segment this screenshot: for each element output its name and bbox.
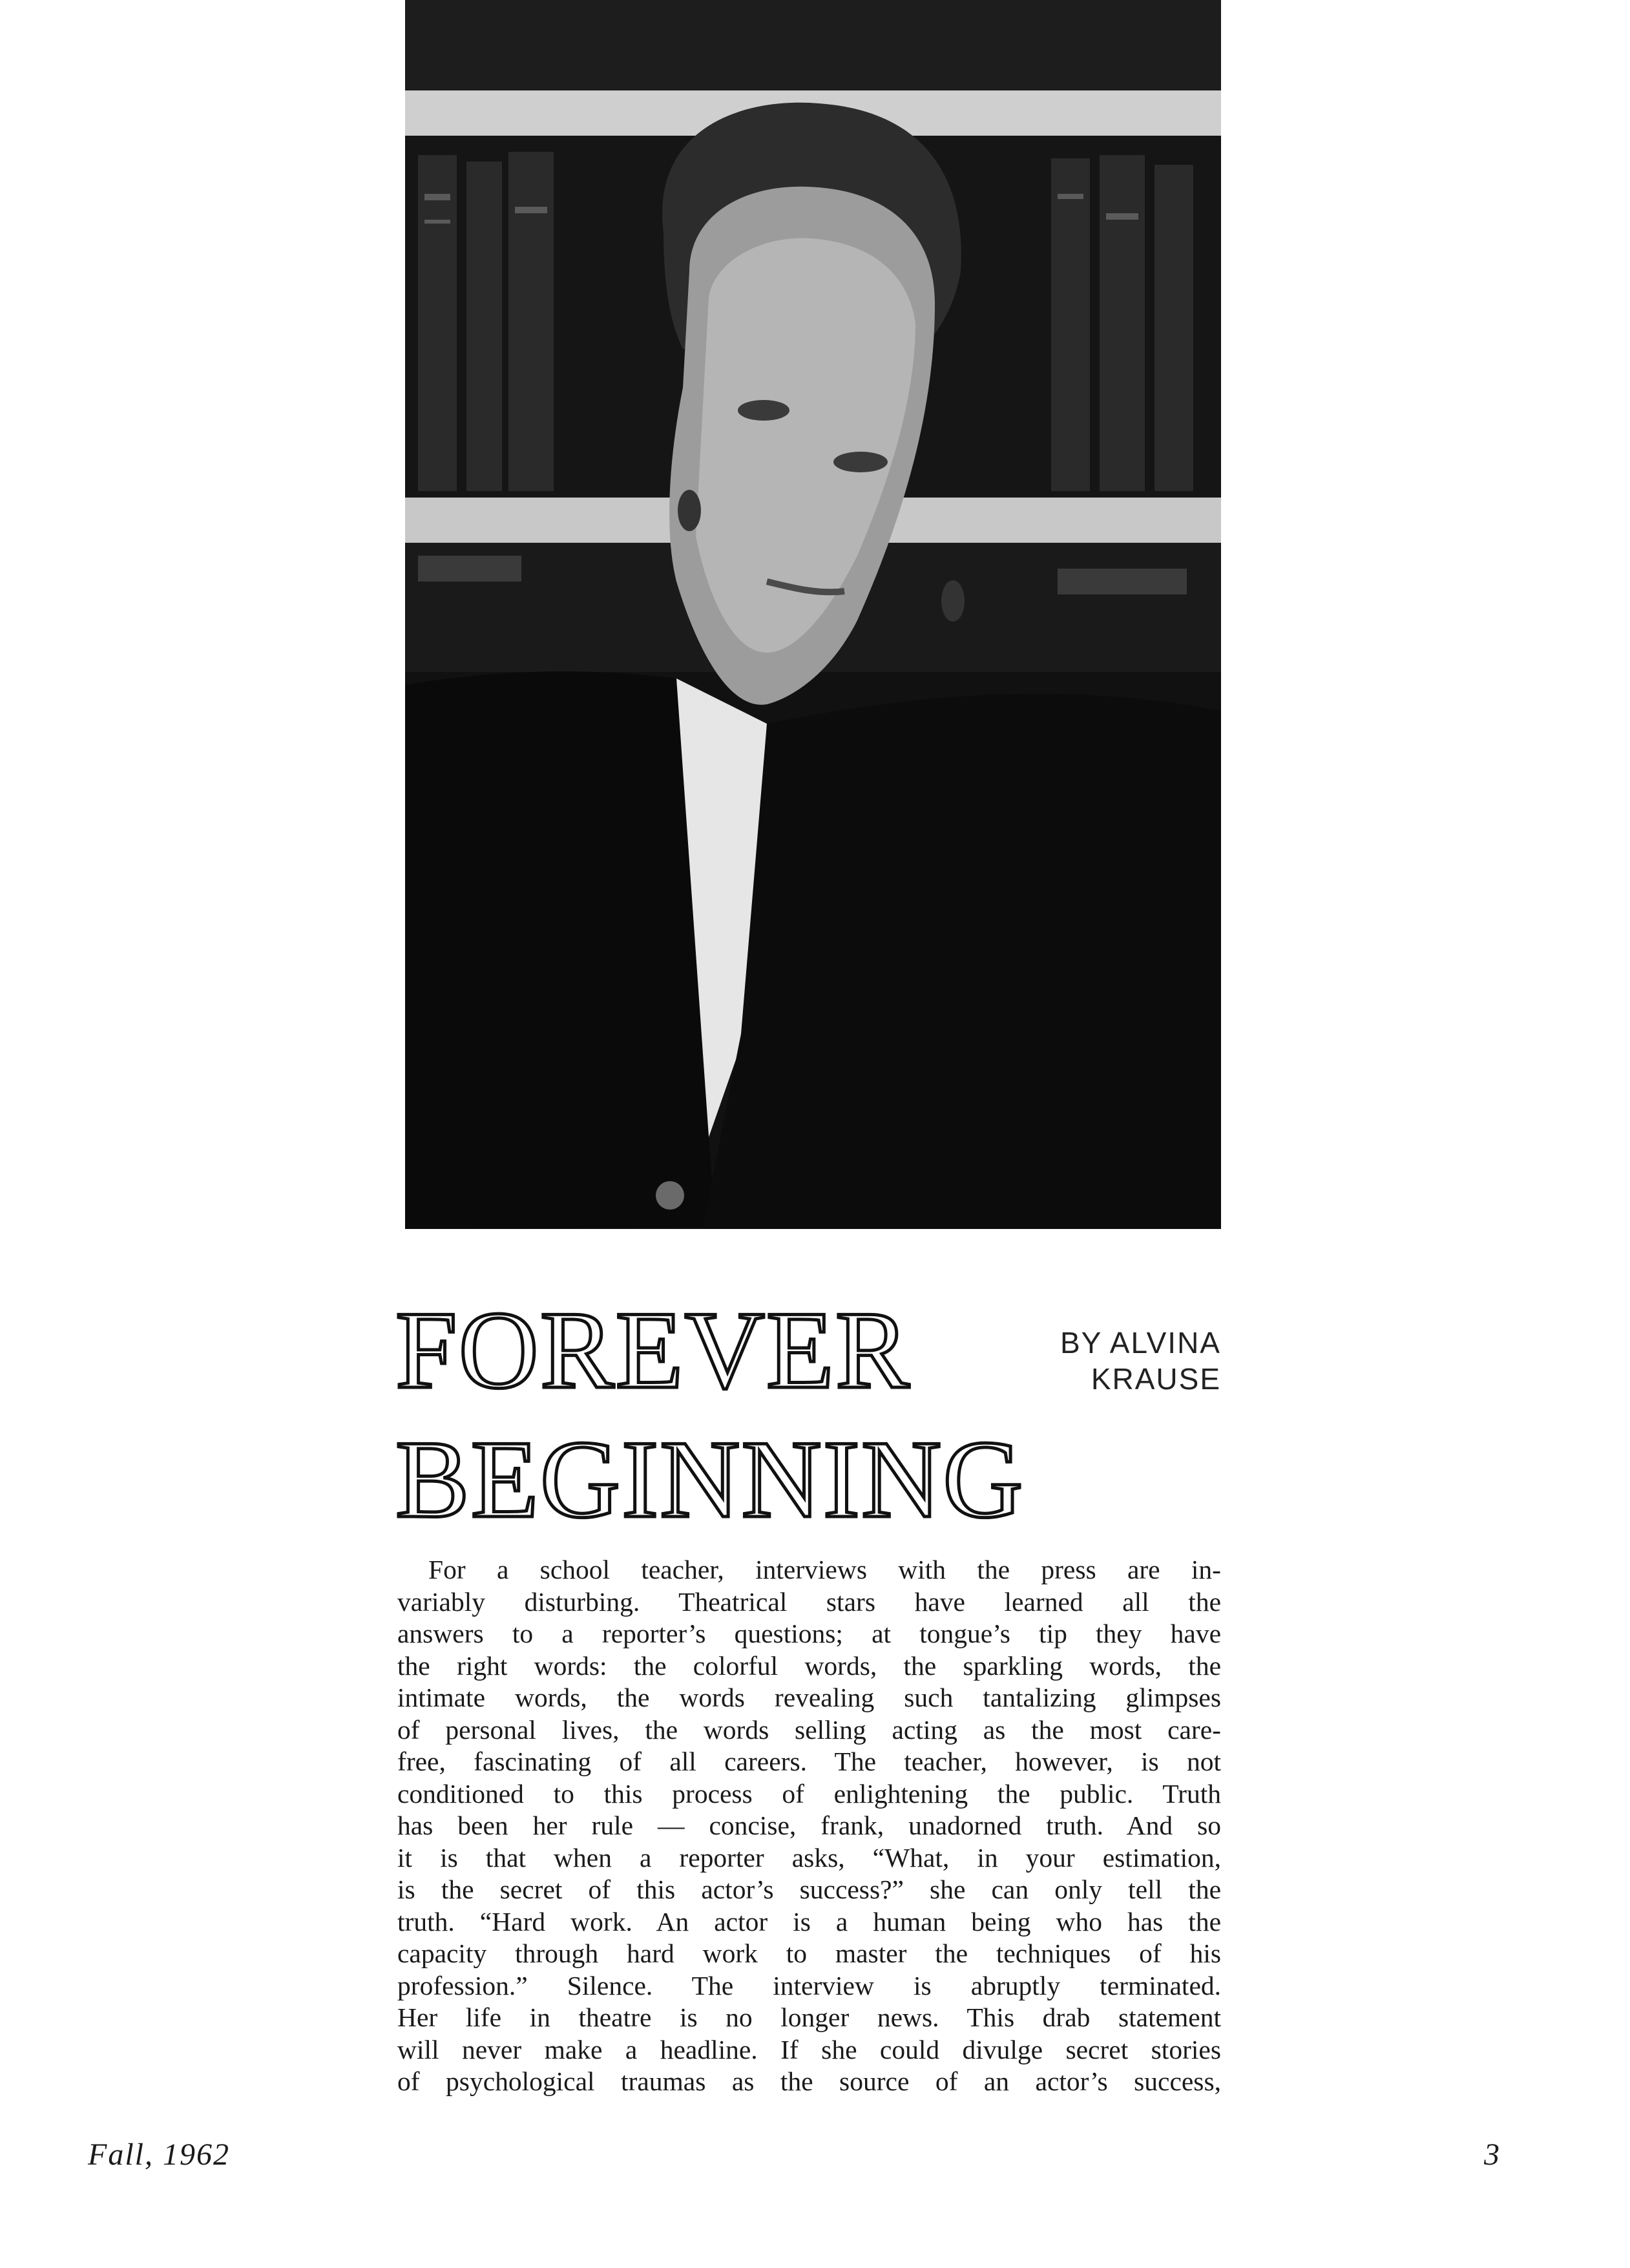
body-line: intimate words, the words revealing such tantalizing glimpses bbox=[397, 1683, 1221, 1712]
issue-date: Fall, 1962 bbox=[88, 2137, 230, 2172]
body-line: of personal lives, the words selling acting as the most care- bbox=[397, 1714, 1221, 1745]
byline bbox=[995, 1325, 1221, 1397]
body-line: capacity through hard work to master the techniques of his bbox=[397, 1938, 1221, 1968]
body-line: of psychological traumas as the source of an actor’s success, bbox=[397, 2066, 1221, 2096]
body-line: profession.” Silence. The interview is abruptly terminated. bbox=[397, 1970, 1221, 2000]
body-line: free, fascinating of all careers. The teacher, however, is not bbox=[397, 1747, 1221, 1776]
title-line-2: BEGINNING bbox=[395, 1418, 1025, 1541]
body-line: truth. “Hard work. An actor is a human being who has the bbox=[397, 1906, 1221, 1937]
byline-line-2: KRAUSE bbox=[1091, 1362, 1221, 1396]
byline-line-1: BY ALVINA bbox=[1060, 1326, 1221, 1360]
body-line: will never make a headline. If she could divulge secret stories bbox=[397, 2034, 1221, 2064]
body-line: conditioned to this process of enlightening the public. Truth bbox=[397, 1778, 1221, 1809]
page-number: 3 bbox=[1484, 2137, 1499, 2172]
body-line: has been her rule — concise, frank, unadorned truth. And so bbox=[397, 1811, 1221, 1840]
body-line: is the secret of this actor’s success?” she can only tell the bbox=[397, 1874, 1221, 1904]
title-line-1: FOREVER bbox=[395, 1289, 911, 1412]
body-line: variably disturbing. Theatrical stars have learned all the bbox=[397, 1586, 1221, 1617]
body-line: it is that when a reporter asks, “What, in your estimation, bbox=[397, 1842, 1221, 1873]
article-title bbox=[395, 1286, 1041, 1544]
body-line: For a school teacher, interviews with the press are in- bbox=[428, 1555, 1221, 1584]
body-line: answers to a reporter’s questions; at tongue’s tip they have bbox=[397, 1619, 1221, 1648]
portrait-photo bbox=[405, 0, 1221, 1229]
body-line: the right words: the colorful words, the sparkling words, the bbox=[397, 1650, 1221, 1681]
body-line: Her life in theatre is no longer news. This drab statement bbox=[397, 2002, 1221, 2032]
article-body bbox=[397, 1554, 1221, 2098]
